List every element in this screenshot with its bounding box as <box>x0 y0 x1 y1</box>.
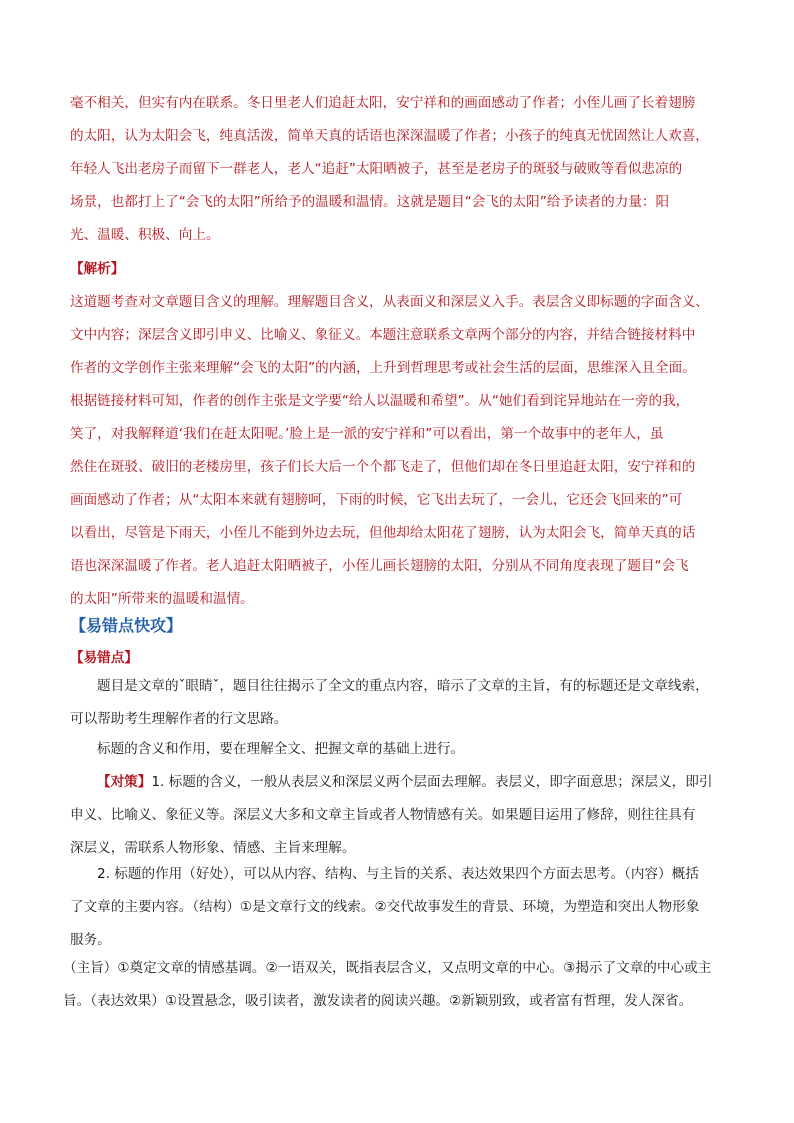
analysis-line: 以看出，尽管是下雨天，小侄儿不能到外边去玩，但他却给太阳花了翅膀，认为太阳会飞，简单天真的话 <box>70 525 696 541</box>
answer-paragraph <box>70 87 730 252</box>
strategy-tag: 【对策】 <box>97 774 152 790</box>
answer-line: 光、温暖、积极、向上。 <box>70 227 220 243</box>
analysis-tag: 【解析】 <box>70 261 125 277</box>
section-title <box>70 609 730 642</box>
body-line: 标题的含义和作用，要在理解全文、把握文章的基础上进行。 <box>97 741 465 757</box>
body-line: 题目是文章的ˇ眼睛ˇ，题目往往揭示了全文的重点内容，暗示了文章的主旨，有的标题还是文章线索， <box>97 678 709 694</box>
answer-line: 的太阳，认为太阳会飞，纯真活泼，简单天真的话语也深深温暖了作者；小孩子的纯真无忧固然让人欢喜， <box>70 128 709 144</box>
analysis-line: 然住在斑驳、破旧的老楼房里，孩子们长大后一个个都飞走了，但他们却在冬日里追赶太阳，安宁祥和的 <box>70 459 696 475</box>
body-line: 2. 标题的作用（好处），可以从内容、结构、与主旨的关系、表达效果四个方面去思考。（内容）概括 <box>97 866 699 882</box>
point-2-paragraph <box>70 858 730 957</box>
answer-line: 毫不相关，但实有内在联系。冬日里老人们追赶太阳，安宁祥和的画面感动了作者；小侄儿画了长着翅膀 <box>70 95 696 111</box>
body-line: 申义、比喻义、象征义等。深层义大多和文章主旨或者人物情感有关。如果题目运用了修辞，则往往具有 <box>70 807 696 823</box>
analysis-line: 这道题考查对文章题目含义的理解。理解题目含义，从表面义和深层义入手。表层含义即标题的字面含义、 <box>70 294 709 310</box>
section-title-text: 【易错点快攻】 <box>70 616 183 635</box>
analysis-line: 语也深深温暖了作者。老人追赶太阳晒被子，小侄儿画长翅膀的太阳，分别从不同角度表现了题目“会飞 <box>70 558 689 574</box>
analysis-line: 画面感动了作者；从“太阳本来就有翅膀呵，下雨的时候，它飞出去玩了，一会儿，它还会飞回来的”可 <box>70 492 683 508</box>
error-point-paragraph <box>70 670 730 736</box>
point-3-paragraph <box>63 952 723 1018</box>
strategy-first-line <box>70 766 730 799</box>
answer-line: 年轻人飞出老房子而留下一群老人，老人“追赶”太阳晒被子，甚至是老房子的斑驳与破败等看似悲凉的 <box>70 161 683 177</box>
analysis-line: 笑了，对我解释道‘我们在赶太阳呢。’脸上是一派的安宁祥和”可以看出，第一个故事中的老年人，虽 <box>70 426 664 442</box>
analysis-heading <box>70 253 730 286</box>
body-line: 可以帮助考生理解作者的行文思路。 <box>70 711 288 727</box>
body-line: （主旨）①奠定文章的情感基调。②一语双关，既指表层含义，又点明文章的中心。③揭示了文章的中心或主 <box>63 960 712 976</box>
answer-line: 场景，也都打上了“会飞的太阳”所给予的温暖和温情。这就是题目“会飞的太阳”给予读者的力量：阳 <box>70 194 670 210</box>
body-line: 深层义，需联系人物形象、情感、主旨来理解。 <box>70 840 356 856</box>
body-line: 1. 标题的含义，一般从表层义和深层义两个层面去理解。表层义，即字面意思；深层义，即引 <box>151 774 713 790</box>
analysis-line: 作者的文学创作主张来理解“会飞的太阳”的内涵，上升到哲理思考或社会生活的层面，思维深入且全面。 <box>70 360 696 376</box>
body-line: 服务。 <box>70 932 111 948</box>
body-line: 了文章的主要内容。（结构）①是文章行文的线索。②交代故事发生的背景、环境，为塑造和突出人物形象 <box>70 899 700 915</box>
body-paragraph <box>70 733 730 766</box>
analysis-paragraph <box>70 286 730 616</box>
analysis-line: 文中内容；深层含义即引申义、比喻义、象征义。本题注意联系文章两个部分的内容，并结合链接材料中 <box>70 327 696 343</box>
strategy-paragraph <box>70 766 730 865</box>
analysis-line: 的太阳”所带来的温暖和温情。 <box>70 591 254 607</box>
body-line: 旨。（表达效果）①设置悬念，吸引读者，激发读者的阅读兴趣。②新颖别致，或者富有哲理，发人深省。 <box>63 993 693 1009</box>
error-point-tag: 【易错点】 <box>70 650 138 666</box>
analysis-line: 根据链接材料可知，作者的创作主张是文学要“给人以温暖和希望”。从“她们看到诧异地站在一旁的我， <box>70 393 690 409</box>
